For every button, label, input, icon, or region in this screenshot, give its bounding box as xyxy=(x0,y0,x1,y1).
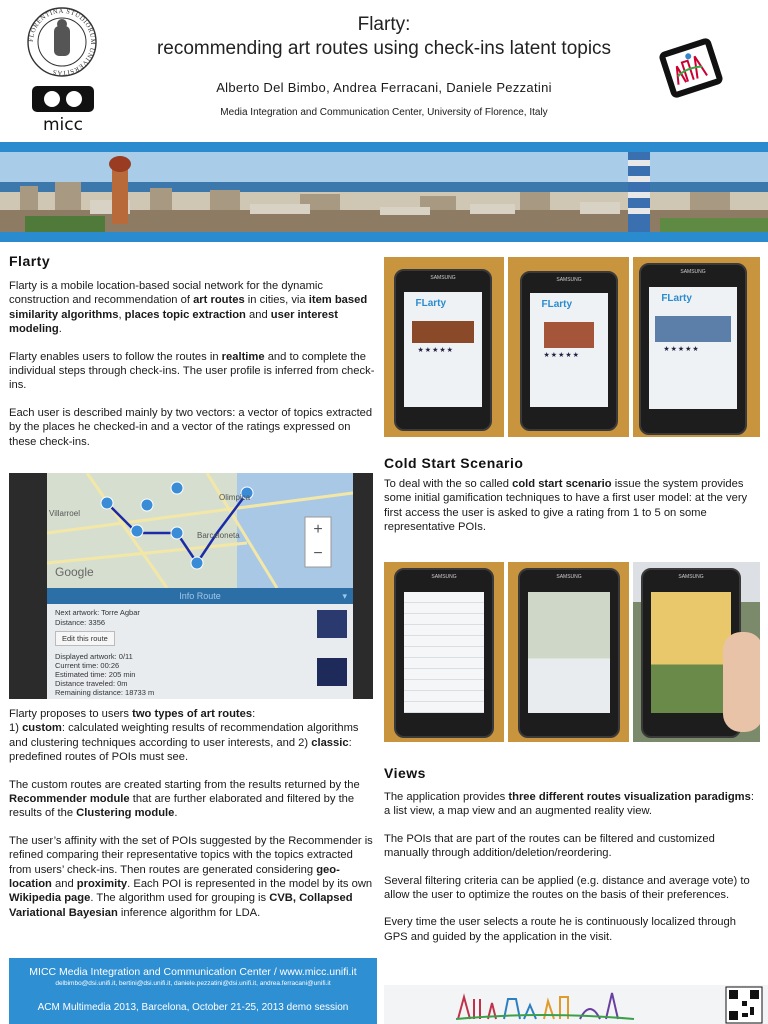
zoom-in-button[interactable]: + xyxy=(313,521,323,538)
phone-brand: SAMSUNG xyxy=(556,574,582,580)
footer-conference: ACM Multimedia 2013, Barcelona, October 21-25, 2013 demo session xyxy=(37,1002,349,1013)
phone-photo: SAMSUNG FLarty ★★★★★ xyxy=(633,257,760,437)
map-label-olimpica: Olimpica xyxy=(219,493,251,502)
route-stats xyxy=(55,652,154,697)
section-heading-views: Views xyxy=(384,765,426,781)
map-view-screenshot xyxy=(9,473,373,699)
affiliation: Media Integration and Communication Center, University of Florence, Italy xyxy=(220,107,548,118)
stat-current-time: Current time: 00:26 xyxy=(55,661,120,670)
phone-brand: SAMSUNG xyxy=(678,574,704,580)
qr-code-icon xyxy=(726,987,762,1023)
seal-lettering: FLORENTINA STUDIORUM UNIVERSITAS xyxy=(27,7,97,77)
map-area xyxy=(47,473,353,588)
flarty-paragraph-1: Flarty is a mobile location-based social network for the dynamic construction and recommendation of art routes in cities, via item based similarity algorithms, places topic extraction and user interest modeling. xyxy=(9,280,368,336)
app-logo: FLarty xyxy=(661,292,692,304)
routes-paragraph-3: The user’s affinity with the set of POIs suggested by the Recommender is refined comparing their representative topics with the topics extracted from users’ check-ins. Then routes are generated considering geo-location and proximity. Each POI is represented in the model by its own Wikipedia page. The algorithm used for grouping is CVB, Collapsed Variational Bayesian inference algorithm for LDA. xyxy=(9,834,373,919)
cold-start-phone-photos xyxy=(384,257,760,437)
views-phone-photos xyxy=(384,562,760,742)
stat-remaining-distance: Remaining distance: 18733 m xyxy=(55,688,155,697)
app-logo: FLarty xyxy=(541,299,573,311)
distance: Distance: 3356 xyxy=(55,618,106,627)
barcelona-banner-image xyxy=(0,152,768,232)
footer-emails: delbimbo@dsi.unifi.it, bertini@dsi.unifi.it, daniele.pezzatini@dsi.unifi.it, andrea.ferracani@unifi.it xyxy=(55,980,331,987)
stat-distance-traveled: Distance traveled: 0m xyxy=(55,679,128,688)
footer-bar xyxy=(9,958,377,1024)
phone-photo: SAMSUNG FLarty ★★★★★ xyxy=(384,257,504,437)
map-view-photo xyxy=(508,562,629,742)
map-label-barceloneta: Barceloneta xyxy=(197,531,240,540)
stat-displayed-artwork: Displayed artwork: 0/11 xyxy=(55,652,133,661)
views-paragraph-2: The POIs that are part of the routes can be filtered and customized manually through addition/deletion/reordering. xyxy=(384,832,715,860)
section-routes xyxy=(9,707,377,933)
phone-photo: SAMSUNG FLarty ★★★★★ xyxy=(508,257,629,437)
list-view-photo xyxy=(384,562,504,742)
section-heading-flarty: Flarty xyxy=(9,253,51,269)
poster-subtitle: recommending art routes using check-ins latent topics xyxy=(156,38,612,59)
map-label-villarroel: Villarroel xyxy=(49,509,80,518)
app-logo: FLarty xyxy=(415,297,447,309)
stat-estimated-time: Estimated time: 205 min xyxy=(55,670,136,679)
routes-paragraph-2: The custom routes are created starting from the results returned by the Recommender module that are further elaborated and filtered by the results of the Clustering module. xyxy=(9,778,360,820)
section-heading-cold-start: Cold Start Scenario xyxy=(384,455,524,471)
authors: Alberto Del Bimbo, Andrea Ferracani, Daniele Pezzatini xyxy=(216,80,552,95)
banner-top-bar xyxy=(0,142,768,152)
views-paragraph-1: The application provides three different routes visualization paradigms: a list view, a map view and an augmented reality view. xyxy=(384,791,754,818)
phone-brand: SAMSUNG xyxy=(430,275,456,281)
section-flarty xyxy=(9,253,375,462)
zoom-out-button[interactable]: − xyxy=(313,545,323,562)
phone-brand: SAMSUNG xyxy=(680,269,706,275)
views-paragraph-3: Several filtering criteria can be applied (e.g. distance and average vote) to allow the user to optimize the routes on the basis of their preferences. xyxy=(384,874,750,902)
footer-graphic-strip xyxy=(384,985,768,1024)
flarty-paragraph-3: Each user is described mainly by two vectors: a vector of topics extracted by the places he checked-in and a vector of the ratings expressed on these check-ins. xyxy=(9,406,373,448)
banner-bottom-bar xyxy=(0,232,768,242)
phone-brand: SAMSUNG xyxy=(431,574,457,580)
routes-paragraph-1: Flarty proposes to users two types of art routes: 1) custom: calculated weighting results of recommendation algorithms and clustering techniques according to user interests, and 2) classic: predefined routes of POIs must see. xyxy=(9,708,359,764)
footer-micc-line: MICC Media Integration and Communication Center / www.micc.unifi.it xyxy=(29,966,357,978)
poster-title: Flarty: xyxy=(357,14,411,35)
flarty-tablet-logo xyxy=(652,36,730,100)
info-route-bar[interactable] xyxy=(47,588,353,604)
section-views xyxy=(384,765,762,957)
chevron-down-icon: ▾ xyxy=(342,591,347,601)
section-cold-start xyxy=(384,455,762,548)
flarty-paragraph-2: Flarty enables users to follow the routes in realtime and to complete the individual steps through check-ins. The user profile is inferred from check-ins. xyxy=(9,350,375,392)
micc-logo-text: micc xyxy=(43,115,83,134)
phone-brand: SAMSUNG xyxy=(556,277,582,283)
edit-route-button[interactable]: Edit this route xyxy=(55,631,115,646)
route-info-panel xyxy=(47,604,353,699)
google-logo: Google xyxy=(55,565,94,579)
cold-start-paragraph: To deal with the so called cold start scenario issue the system provides some initial gamification techniques to have a first user model: at the very first access the user is asked to give a rating from 1 to 5 on some representative POIs. xyxy=(384,478,748,534)
next-artwork: Next artwork: Torre Agbar xyxy=(55,608,140,617)
artwork-thumbnail xyxy=(317,658,347,686)
info-route-label: Info Route xyxy=(179,591,221,601)
ar-view-photo xyxy=(633,562,760,742)
artwork-thumbnail xyxy=(317,610,347,638)
views-paragraph-4: Every time the user selects a route he is continuously localized through GPS and guided by the application in the visit. xyxy=(384,916,736,943)
